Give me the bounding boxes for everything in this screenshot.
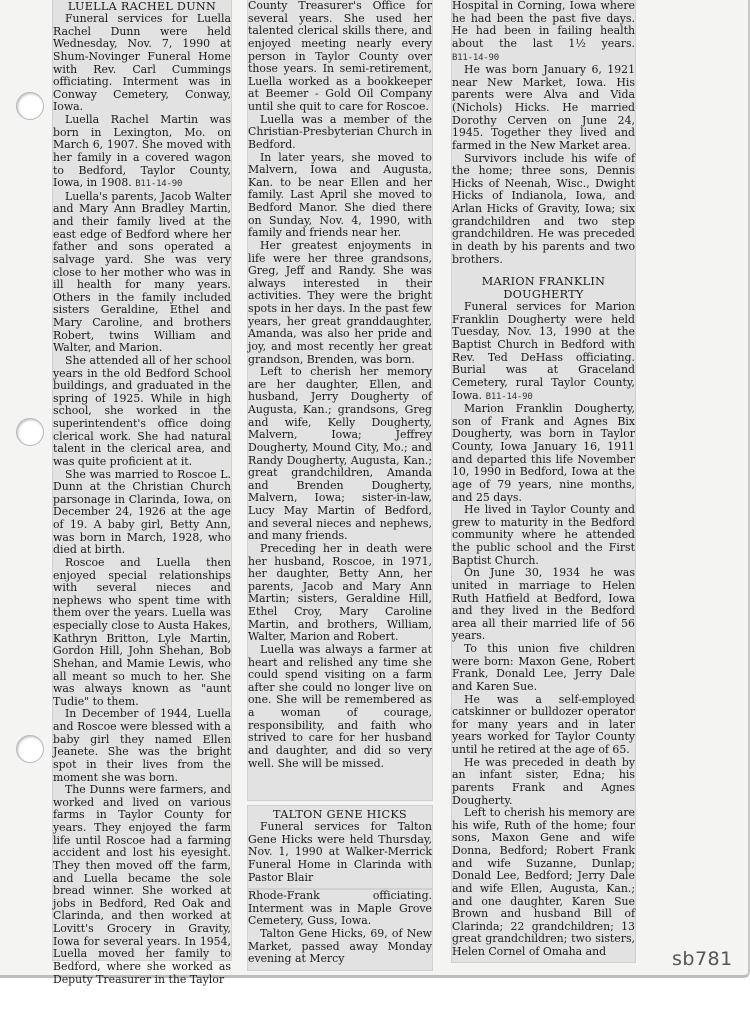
dunn-paragraph: Her greatest enjoyments in life were her three grandsons, Greg, Jeff and Randy. She was always interested in their activities. They were the bright spots in her days. In the past few years, her great granddaughter, Amanda, was also her pride and joy, and most recently her great grandson, Brenden, was born. — [248, 238, 432, 366]
dunn-paragraph: Roscoe and Luella then enjoyed special relationships with several nieces and nephews who spent time with them over the years. Luella was especially close to Austa Hakes, Kathryn Britton, Lyle Martin, Gordon Hill, John Shehan, Bob Shehan, and Mamie Lewis, who all meant so much to her. She was always known as "aunt Tudie" to them. — [53, 555, 231, 708]
dunn-paragraph: The Dunns were farmers, and worked and lived on various farms in Taylor County for years. They enjoyed the farm life until Roscoe had a farming accident and lost his eyesight. They then moved off the farm, and Luella became the sole bread winner. She worked at jobs in Bedford, Red Oak and Clarinda, and then worked at Lovitt's Grocery in Gravity, Iowa for several years. In 1954, Luella moved her family to Bedford, where she worked as Deputy Treasurer in the Taylor — [53, 783, 231, 986]
dougherty-paragraph: Marion Franklin Dougherty, son of Frank and Agnes Bix Dougherty, was born in Taylor County, Iowa January 16, 1911 and departed this life November 10, 1990 in Bedford, Iowa at the age of 79 years, nine months, and 25 days. — [452, 402, 635, 504]
hicks-paragraph: Rhode-Frank officiating. Interment was in Maple Grove Cemetery, Guss, Iowa. — [248, 889, 432, 928]
dunn-heading: LUELLA RACHEL DUNN — [67, 0, 217, 13]
dunn-obituary-column-1 — [53, 0, 231, 986]
dunn-paragraph: Preceding her in death were her husband, Roscoe, in 1971, her daughter, Betty Ann, her parents, Jacob and Mary Ann Martin; sisters, Geraldine Hill, Ethel Croy, Mary Caroline Martin, and brothers, William, Walter, Marion and Robert. — [248, 541, 432, 644]
dunn-paragraph: Funeral services for Luella Rachel Dunn were held Wednesday, Nov. 7, 1990 at Shum-Novinger Funeral Home with Rev. Carl Cummings officiating. Interment was in Conway Cemetery, Conway, Iowa. — [53, 12, 231, 114]
handwritten-date-note: B11-14-90 — [485, 391, 533, 402]
dunn-paragraph: In December of 1944, Luella and Roscoe were blessed with a baby girl they named Ellen Jeanete. She was the bright spot in their lives from the moment she was born. — [53, 707, 231, 784]
hicks-paragraph: He was born January 6, 1921 near New Market, Iowa. His parents were Alva and Vida (Nichols) Hicks. He married Dorothy Cerven on June 24, 1945. Together they lived and farmed in the New Market area. — [452, 63, 635, 152]
dougherty-heading-line-2: DOUGHERTY — [503, 288, 584, 302]
dunn-paragraph: Luella was a member of the Christian-Presbyterian Church in Bedford. — [248, 112, 432, 151]
dougherty-paragraph: He lived in Taylor County and grew to maturity in the Bedford community where he attended the public school and the First Baptist Church. — [452, 503, 635, 567]
punch-hole — [16, 418, 44, 446]
hicks-obituary-start — [248, 806, 432, 888]
dunn-paragraph: She attended all of her school years in the old Bedford School buildings, and graduated in the spring of 1925. While in high school, she worked in the superintendent's office doing clerical work. She had natural talent in the clerical area, and was quite proficient at it. — [53, 353, 231, 468]
dougherty-paragraph: He was a self-employed catskinner or bulldozer operator for many years and in later years worked for Taylor County until he retired at the age of 65. — [452, 692, 635, 756]
section-gap — [452, 266, 635, 275]
hicks-paragraph: Survivors include his wife of the home; three sons, Dennis Hicks of Neenah, Wisc., Dwight Hicks of Indianola, Iowa, and Arlan Hicks of Gravity, Iowa; six grandchildren and two step grandchildren. He was preceded in death by his parents and two brothers. — [452, 151, 635, 266]
hicks-paragraph: Funeral services for Talton Gene Hicks were held Thursday, Nov. 1, 1990 at Walker-Merrick Funeral Home in Clarinda with Pastor Blair — [248, 820, 432, 884]
dunn-paragraph: She was married to Roscoe L. Dunn at the Christian Church parsonage in Clarinda, Iowa, on December 24, 1926 at the age of 19. A baby girl, Betty Ann, was born in March, 1928, who died at birth. — [53, 467, 231, 557]
dougherty-paragraph: Left to cherish his memory are his wife, Ruth of the home; four sons, Maxon Gene and wife Donna, Bedford; Robert Frank and wife Suzanne, Dunlap; Donald Lee, Bedford; Jerry Dale and wife Ellen, Augusta, Kan.; and one daughter, Karen Sue Brown and husband Bill of Clarinda; 22 grandchildren; 13 great grandchildren; two sisters, Helen Cornel of Omaha and — [452, 806, 635, 958]
handwritten-date-note: B11-14-90 — [452, 52, 499, 63]
dunn-paragraph: Luella Rachel Martin was born in Lexington, Mo. on March 6, 1907. She moved with her family in a covered wagon to Bedford, Taylor County, Iowa, in 1908. B11-14-90 — [53, 113, 231, 190]
dunn-obituary-column-2 — [248, 0, 432, 800]
hicks-paragraph: Talton Gene Hicks, 69, of New Market, passed away Monday evening at Mercy — [248, 926, 432, 966]
hicks-obituary-continued — [248, 890, 432, 970]
punch-hole — [16, 92, 44, 120]
dunn-paragraph: Left to cherish her memory are her daughter, Ellen, and husband, Jerry Dougherty of Augusta, Kan.; grandsons, Greg and wife, Kelly Dougherty, Malvern, Iowa; Jeffrey Dougherty, Mound City, Mo.; and Randy Dougherty, Augusta, Kan.; great grandchildren, Amanda and Brenden Dougherty, Malvern, Iowa; sister-in-law, Lucy May Martin of Bedford, and several nieces and nephews, and many friends. — [248, 365, 432, 543]
dougherty-paragraph: He was preceded in death by an infant sister, Edna; his parents Frank and Agnes Dougherty. — [452, 755, 635, 807]
dougherty-paragraph: To this union five children were born: Maxon Gene, Robert Frank, Donald Lee, Jerry Dale and Karen Sue. — [452, 642, 635, 693]
hicks-obituary-column-3 — [452, 0, 635, 962]
dunn-paragraph: Luella's parents, Jacob Walter and Mary Ann Bradley Martin, and their family lived at the east edge of Bedford where her father and sons operated a salvage yard. She was very close to her mother who was in ill health for many years. Others in the family included sisters Geraldine, Ethel and Mary Caroline, and brothers Robert, twins William and Walter, and Marion. — [53, 189, 231, 355]
dougherty-paragraph: On June 30, 1934 he was united in marriage to Helen Ruth Hatfield at Bedford, Iowa and they lived in the Bedford area all their married life of 56 years. — [452, 566, 635, 643]
dougherty-heading-line-1: MARION FRANKLIN — [481, 275, 606, 289]
hicks-heading: TALTON GENE HICKS — [273, 808, 407, 821]
punch-hole — [16, 735, 44, 763]
dunn-paragraph: County Treasurer's Office for several years. She used her talented clerical skills there, and enjoyed meeting nearly every person in Taylor County over those years. In semi-retirement, Luella worked as a bookkeeper at Beemer - Gold Oil Company until she quit to care for Roscoe. — [248, 0, 432, 113]
archive-id-note: sb781 — [672, 948, 733, 970]
handwritten-date-note: B11-14-90 — [135, 179, 183, 190]
dougherty-paragraph: Funeral services for Marion Franklin Dougherty were held Tuesday, Nov. 13, 1990 at the Baptist Church in Bedford with Rev. Ted DeHass officiating. Burial was at Graceland Cemetery, rural Taylor County, Iowa. B11-14-90 — [452, 300, 635, 402]
dunn-paragraph: In later years, she moved to Malvern, Iowa and Augusta, Kan. to be near Ellen and her family. Last April she moved to Bedford Manor. She died there on Sunday, Nov. 4, 1990, with family and friends near her. — [248, 150, 432, 240]
dunn-paragraph: Luella was always a farmer at heart and relished any time she could spend visiting on a farm after she could no longer live on one. She will be remembered as a woman of courage, responsibility, and faith who strived to care for her husband and daughter, and did so very well. She will be missed. — [248, 642, 432, 770]
hicks-paragraph: Hospital in Corning, Iowa where he had been the past five days. He had been in failing health about the last 1½ years. B11-14-90 — [452, 0, 635, 63]
